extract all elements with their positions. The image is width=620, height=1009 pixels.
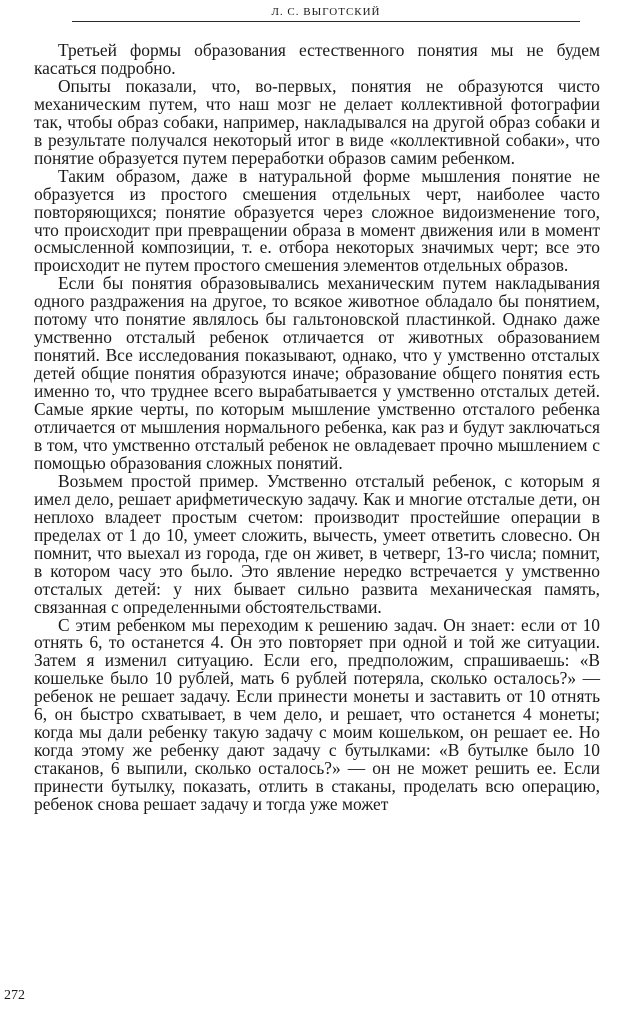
paragraph: Таким образом, даже в натуральной форме мышления понятие не образуется из простого смешения отдельных черт, наиболее часто повторяющихся; понятие образуется через сложное видоизменение того, что происходит при превращении образа в момент движения или в момент осмысленной композиции, т. е. отбора некоторых значимых черт; все это происходит не путем простого смешения элементов отдельных образов. [34, 165, 600, 276]
page-number: 272 [4, 988, 25, 1003]
page-body [34, 42, 600, 814]
paragraph: С этим ребенком мы переходим к решению задач. Он знает: если от 10 отнять 6, то останется 4. Он это повторяет при одной и той же ситуации. Затем я изменил ситуацию. Если его, предположим, спрашиваешь: «В кошельке было 10 рублей, мать 6 рублей потеряла, сколько осталось?» — ребенок не решает задачу. Если принести монеты и заставить от 10 отнять 6, он быстро схватывает, в чем дело, и решает, что останется 4 монеты; когда мы дали ребенку такую задачу с моим кошельком, он решает ее. Но когда этому же ребенку дают задачу с бутылками: «В бутылке было 10 стаканов, 6 выпили, сколько осталось?» — он не может решить ее. Если принести бутылку, показать, отлить в стаканы, проделать всю операцию, ребенок снова решает задачу и тогда уже может [34, 614, 600, 815]
paragraph: Возьмем простой пример. Умственно отсталый ребенок, с которым я имел дело, решает арифметическую задачу. Как и многие отсталые дети, он неплохо владеет простым счетом: производит простейшие операции в пределах от 1 до 10, умеет сложить, вычесть, умеет ответить словесно. Он помнит, что выехал из города, где он живет, в четверг, 13-го числа; помнит, в котором часу это было. Это явление нередко встречается у умственно отсталых детей: у них бывает сильно развита механическая память, связанная с определенными обстоятельствами. [34, 470, 600, 617]
paragraph: Если бы понятия образовывались механическим путем накладывания одного раздражения на другое, то всякое животное обладало бы понятием, потому что понятие являлось бы гальтоновской пластинкой. Однако даже умственно отсталый ребенок отличается от животных образованием понятий. Все исследования показывают, однако, что у умственно отсталых детей общие понятия образуются иначе; образование общего понятия есть именно то, что труднее всего вырабатывается у умственно отсталых детей. Самые яркие черты, по которым мышление умственно отсталого ребенка отличается от мышления нормального ребенка, как раз и будут заключаться в том, что умственно отсталый ребенок не овладевает прочно мышлением с помощью образования сложных понятий. [34, 273, 600, 473]
running-head: Л. С. ВЫГОТСКИЙ [72, 6, 580, 22]
paragraph: Опыты показали, что, во-первых, понятия не образуются чисто механическим путем, что наш мозг не делает коллективной фотографии так, чтобы образ собаки, например, накладывался на другой образ собаки и в результате получался некоторый итог в виде «коллективной собаки», что понятие образуется путем переработки образов самим ребенком. [34, 75, 600, 168]
paragraph: Третьей формы образования естественного понятия мы не будем касаться подробно. [34, 40, 600, 78]
